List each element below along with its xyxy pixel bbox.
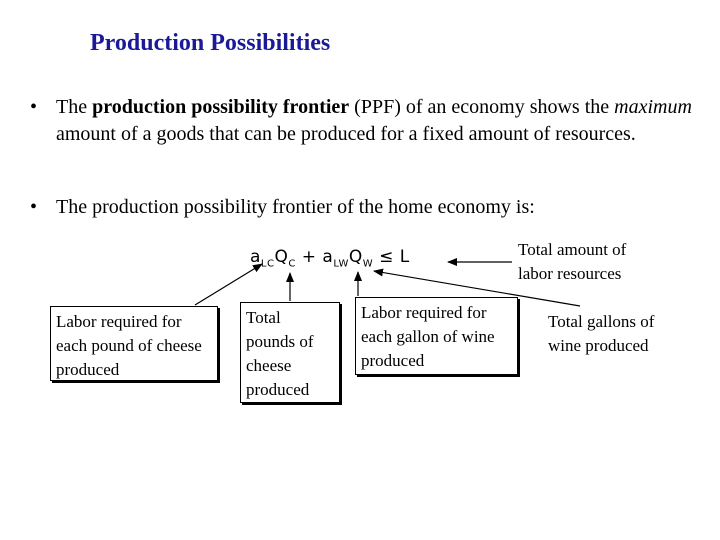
ppf-equation: $a_{LC}Q_C + a_{LW}Q_W \le L$ [250,247,410,270]
slide-title: Production Possibilities [90,30,331,56]
bullet-text: The production possibility frontier (PPF) of an economy shows the maximum amount of a goods that can be produced for a fixed amount of resources. [56,96,692,145]
italic-term: maximum [614,96,692,118]
arrow-cheese-labor [195,264,262,305]
bullet-dot: • [30,196,38,218]
total-labor-label: Total amount of labor resources [518,240,627,283]
wine-total-label: Total gallons of wine produced [548,312,655,355]
bullet-text: The production possibility frontier of the home economy is: [56,196,535,218]
bold-term: production possibility frontier [92,96,350,118]
wine-labor-box: Labor required for each gallon of wine produced [355,297,518,375]
cheese-labor-box: Labor required for each pound of cheese produced [50,306,218,381]
arrow-wine-total [374,271,580,306]
bullet-dot: • [30,96,38,118]
cheese-total-box: Total pounds of cheese produced [240,302,340,403]
